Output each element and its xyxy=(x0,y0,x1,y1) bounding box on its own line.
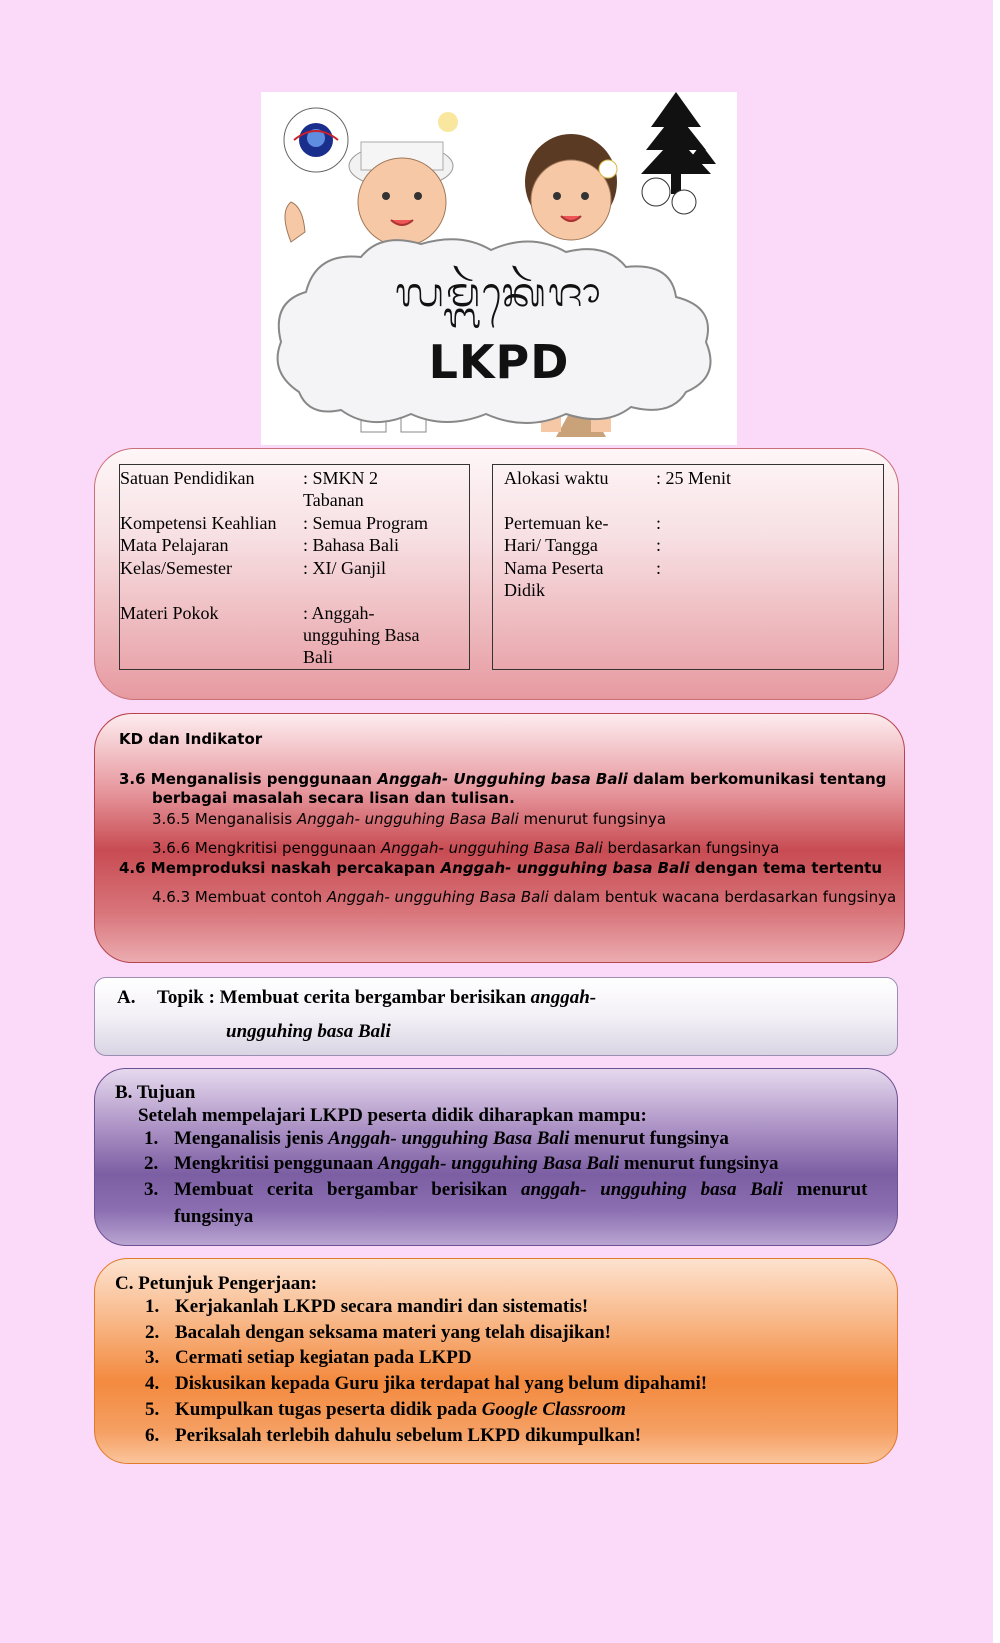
tujuan-item-1-italic: Anggah- ungguhing Basa Bali xyxy=(328,1128,570,1149)
tujuan-item-2-text-end: menurut fungsinya xyxy=(619,1153,779,1174)
petunjuk-item-4-num: 4. xyxy=(145,1373,160,1394)
tujuan-item-1-text-end: menurut fungsinya xyxy=(569,1128,729,1149)
cover-title: LKPD xyxy=(428,335,570,389)
petunjuk-item-6-num: 6. xyxy=(145,1425,160,1446)
petunjuk-item-6: Periksalah terlebih dahulu sebelum LKPD dikumpulkan! xyxy=(175,1425,642,1446)
kd-3-6-line2: berbagai masalah secara lisan dan tulisan. xyxy=(152,789,515,807)
kd-3-6-text-end: dalam berkomunikasi tentang xyxy=(627,770,887,788)
topik-line2 xyxy=(226,1021,391,1043)
cover-illustration xyxy=(261,92,737,445)
petunjuk-item-1: Kerjakanlah LKPD secara mandiri dan sistematis! xyxy=(175,1296,589,1317)
tujuan-item-3-italic: anggah- ungguhing basa Bali xyxy=(521,1179,783,1200)
value-satuan-pendidikan-line2: Tabanan xyxy=(303,490,364,510)
petunjuk-item-1-num: 1. xyxy=(145,1296,160,1317)
page-right-margin xyxy=(993,0,1000,1643)
label-mata-pelajaran: Mata Pelajaran xyxy=(120,535,229,555)
tujuan-item-3-num: 3. xyxy=(144,1179,159,1200)
tujuan-item-1-num: 1. xyxy=(144,1128,159,1149)
petunjuk-item-4: Diskusikan kepada Guru jika terdapat hal yang belum dipahami! xyxy=(175,1373,708,1394)
kd-indicator-panel xyxy=(94,713,905,963)
kd-3-6-text: 3.6 Menganalisis penggunaan xyxy=(119,770,378,788)
identity-left-table xyxy=(119,464,470,670)
value-alokasi-waktu: : 25 Menit xyxy=(656,468,731,488)
kd-title: KD dan Indikator xyxy=(119,730,263,748)
school-logo-icon xyxy=(284,108,348,172)
topik-line1 xyxy=(157,987,596,1009)
tujuan-item-2-text: Mengkritisi penggunaan xyxy=(174,1153,378,1174)
petunjuk-item-2-num: 2. xyxy=(145,1322,160,1343)
indicator-4-6-3 xyxy=(152,888,896,906)
indicator-3-6-5-text-end: menurut fungsinya xyxy=(518,810,667,828)
value-hari-tanggal: : xyxy=(656,535,662,555)
cover-balinese-script: ᬮᬫ᭄ᬩᬃᬓᬾᬃᬚᬵ xyxy=(395,270,603,316)
tujuan-heading: B. Tujuan xyxy=(115,1082,196,1103)
petunjuk-item-2: Bacalah dengan seksama materi yang telah disajikan! xyxy=(175,1322,611,1343)
label-kompetensi-keahlian: Kompetensi Keahlian xyxy=(120,513,277,533)
value-materi-pokok: : Anggah- xyxy=(303,603,375,623)
label-alokasi-waktu: Alokasi waktu xyxy=(504,468,609,488)
label-hari-tanggal: Hari/ Tangga xyxy=(504,535,598,555)
value-kelas-semester: : XI/ Ganjil xyxy=(303,558,386,578)
tujuan-item-1-text: Menganalisis jenis xyxy=(174,1128,329,1149)
kd-4-6-text: 4.6 Memproduksi naskah percakapan xyxy=(119,859,441,877)
indicator-3-6-6-text: 3.6.6 Mengkritisi penggunaan xyxy=(152,839,381,857)
value-materi-pokok-line3: Bali xyxy=(303,647,333,667)
indicator-3-6-6 xyxy=(152,839,779,857)
indicator-3-6-5 xyxy=(152,810,666,828)
petunjuk-item-5-italic: Google Classroom xyxy=(481,1399,626,1420)
temple-pagoda-icon xyxy=(641,92,716,214)
petunjuk-item-5 xyxy=(175,1399,626,1421)
kd-4-6-text-end: dengan tema tertentu xyxy=(689,859,883,877)
tujuan-item-3-text-end: menurut xyxy=(782,1179,868,1200)
label-kelas-semester: Kelas/Semester xyxy=(120,558,232,578)
kd-4-6 xyxy=(119,859,882,877)
label-materi-pokok: Materi Pokok xyxy=(120,603,219,623)
petunjuk-item-5-num: 5. xyxy=(145,1399,160,1420)
topik-marker: A. xyxy=(117,987,136,1008)
value-satuan-pendidikan: : SMKN 2 xyxy=(303,468,379,488)
indicator-3-6-6-italic: Anggah- ungguhing Basa Bali xyxy=(380,839,603,857)
tujuan-item-3 xyxy=(174,1179,867,1201)
identity-right-table xyxy=(492,464,884,670)
indicator-4-6-3-italic: Anggah- ungguhing Basa Bali xyxy=(326,888,549,906)
tujuan-item-1 xyxy=(174,1128,729,1150)
kd-3-6 xyxy=(119,770,886,788)
value-materi-pokok-line2: ungguhing Basa xyxy=(303,625,420,645)
label-nama-peserta: Nama Peserta xyxy=(504,558,604,578)
indicator-3-6-6-text-end: berdasarkan fungsinya xyxy=(602,839,780,857)
tujuan-item-2 xyxy=(174,1153,778,1175)
kd-3-6-italic: Anggah- Ungguhing basa Bali xyxy=(377,770,628,788)
tujuan-item-2-italic: Anggah- ungguhing Basa Bali xyxy=(377,1153,620,1174)
petunjuk-heading: C. Petunjuk Pengerjaan: xyxy=(115,1273,318,1294)
indicator-4-6-3-text: 4.6.3 Membuat contoh xyxy=(152,888,327,906)
tujuan-intro: Setelah mempelajari LKPD peserta didik diharapkan mampu: xyxy=(138,1105,647,1126)
tujuan-item-3-line2: fungsinya xyxy=(174,1206,254,1227)
tujuan-item-2-num: 2. xyxy=(144,1153,159,1174)
value-kompetensi-keahlian: : Semua Program xyxy=(303,513,428,533)
tujuan-item-3-text: Membuat cerita bergambar berisikan xyxy=(174,1179,521,1200)
topik-italic-line2: ungguhing basa Bali xyxy=(226,1021,391,1042)
label-nama-peserta-line2: Didik xyxy=(504,580,546,600)
topik-text: Topik : Membuat cerita bergambar berisikan xyxy=(157,987,531,1008)
indicator-4-6-3-text-end: dalam bentuk wacana berdasarkan fungsinya xyxy=(548,888,897,906)
petunjuk-item-5-text: Kumpulkan tugas peserta didik pada xyxy=(175,1399,482,1420)
topik-italic: anggah- xyxy=(530,987,597,1008)
label-pertemuan: Pertemuan ke- xyxy=(504,513,609,533)
petunjuk-item-3: Cermati setiap kegiatan pada LKPD xyxy=(175,1347,472,1368)
indicator-3-6-5-text: 3.6.5 Menganalisis xyxy=(152,810,297,828)
label-satuan-pendidikan: Satuan Pendidikan xyxy=(120,468,255,488)
petunjuk-item-3-num: 3. xyxy=(145,1347,160,1368)
kd-4-6-italic: Anggah- ungguhing basa Bali xyxy=(440,859,690,877)
value-pertemuan: : xyxy=(656,513,662,533)
value-mata-pelajaran: : Bahasa Bali xyxy=(303,535,399,555)
value-nama-peserta: : xyxy=(656,558,662,578)
indicator-3-6-5-italic: Anggah- ungguhing Basa Bali xyxy=(296,810,519,828)
